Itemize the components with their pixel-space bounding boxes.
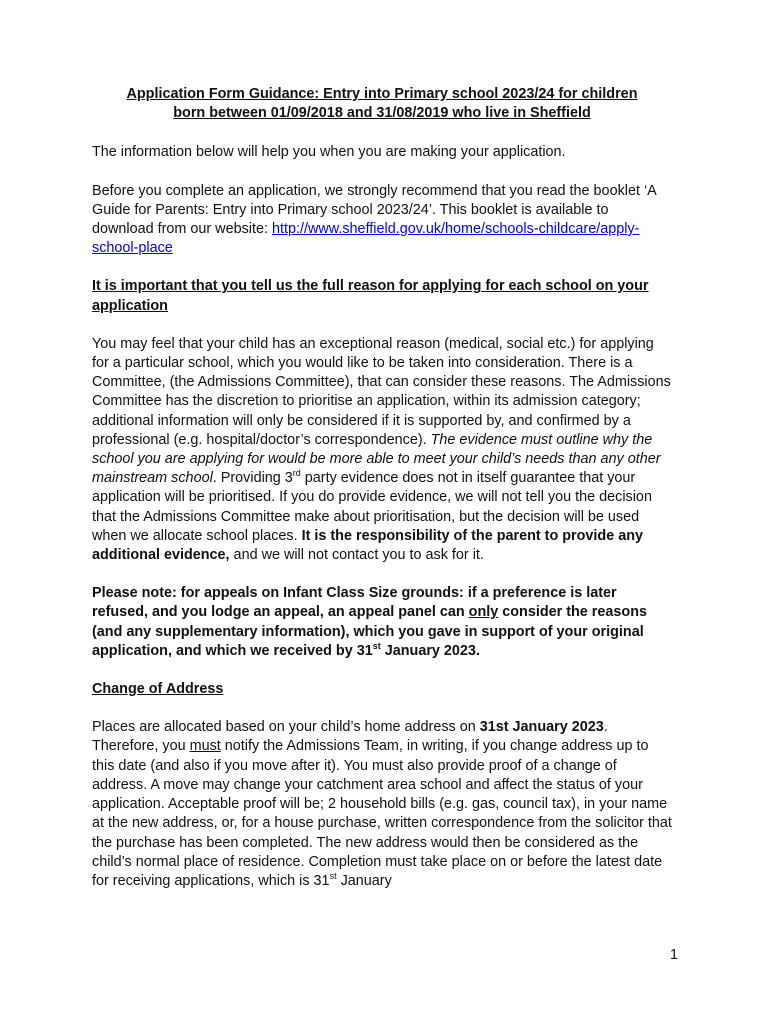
- document-body: [92, 85, 672, 910]
- must-underlined: must: [189, 738, 221, 755]
- note-text-3: January 2023.: [380, 642, 480, 659]
- note-text-1: Please note: for appeals on Infant Class Size grounds: if a preference is later refused, and you lodge an appeal, an appeal panel can: [92, 585, 617, 621]
- booklet-paragraph: [92, 182, 672, 259]
- change-text-1: Places are allocated based on your child’s home address on: [92, 719, 480, 736]
- website-link[interactable]: http://www.sheffield.gov.uk/home/schools-childcare/apply-school-place: [92, 221, 640, 257]
- exceptional-text-4: and we will not contact you to ask for it.: [229, 547, 484, 564]
- ordinal-suffix: st: [329, 871, 337, 882]
- change-text-4: January: [336, 872, 392, 889]
- ordinal-suffix: rd: [292, 468, 301, 479]
- change-of-address-paragraph: [92, 718, 672, 891]
- evidence-italic-text: The evidence must outline why the school you are applying for would be more able to meet your child’s needs than any other mainstream school: [92, 431, 661, 487]
- exceptional-text-1: You may feel that your child has an exceptional reason (medical, social etc.) for applying for a particular school, which you would like to be taken into consideration. There is a Committee, (the Admissions Committee), that can consider these reasons. The Admissions Committee has the discretion to prioritise an application, within its admission category; additional information will only be considered if it is supported by, and confirmed by a professional (e.g. hospital/doctor’s correspondence).: [92, 335, 671, 448]
- page-title: [92, 85, 672, 123]
- change-of-address-heading: Change of Address: [92, 681, 224, 698]
- exceptional-text-3: party evidence does not in itself guarantee that your application will be prioritised. If you do provide evidence, we will not tell you the decision that the Admissions Committee make about prioritisation, but the decision will be used when we allocate school places.: [92, 470, 652, 544]
- responsibility-bold-text: It is the responsibility of the parent to provide any additional evidence,: [92, 527, 644, 564]
- booklet-text: Before you complete an application, we strongly recommend that you read the booklet ‘A Guide for Parents: Entry into Primary school 2023/24’. This booklet is available to download from our website:: [92, 182, 656, 238]
- important-heading: It is important that you tell us the full reason for applying for each school on your application: [92, 278, 649, 314]
- intro-paragraph: The information below will help you when you are making your application.: [92, 144, 566, 161]
- page-number: 1: [669, 947, 678, 963]
- deadline-date: 31st January 2023: [479, 719, 604, 736]
- appeals-note-paragraph: [92, 584, 672, 661]
- change-text-3: notify the Admissions Team, in writing, if you change address up to this date (and also if you move after it). You must also provide proof of a change of address. A move may change your catchment area school and affect the status of your application. Acceptable proof will be; 2 household bills (e.g. gas, council tax), in your name at the new address, or, for a house purchase, written correspondence from the solicitor that the purchase has been completed. The new address would then be considered as the child’s normal place of residence. Completion must take place on or before the latest date for receiving applications, which is 31: [92, 738, 672, 889]
- ordinal-suffix: st: [372, 641, 381, 652]
- exceptional-text-2: . Providing 3: [212, 470, 293, 487]
- note-underlined-only: only: [468, 604, 499, 621]
- title-line-1: Application Form Guidance: Entry into Primary school 2023/24 for children: [126, 86, 638, 102]
- exceptional-reason-paragraph: [92, 335, 672, 565]
- change-text-2: . Therefore, you: [92, 719, 608, 755]
- note-text-2: consider the reasons (and any supplementary information), which you gave in support of your original application, and which we received by 31: [92, 604, 648, 659]
- title-line-2: born between 01/09/2018 and 31/08/2019 who live in Sheffield: [173, 105, 591, 122]
